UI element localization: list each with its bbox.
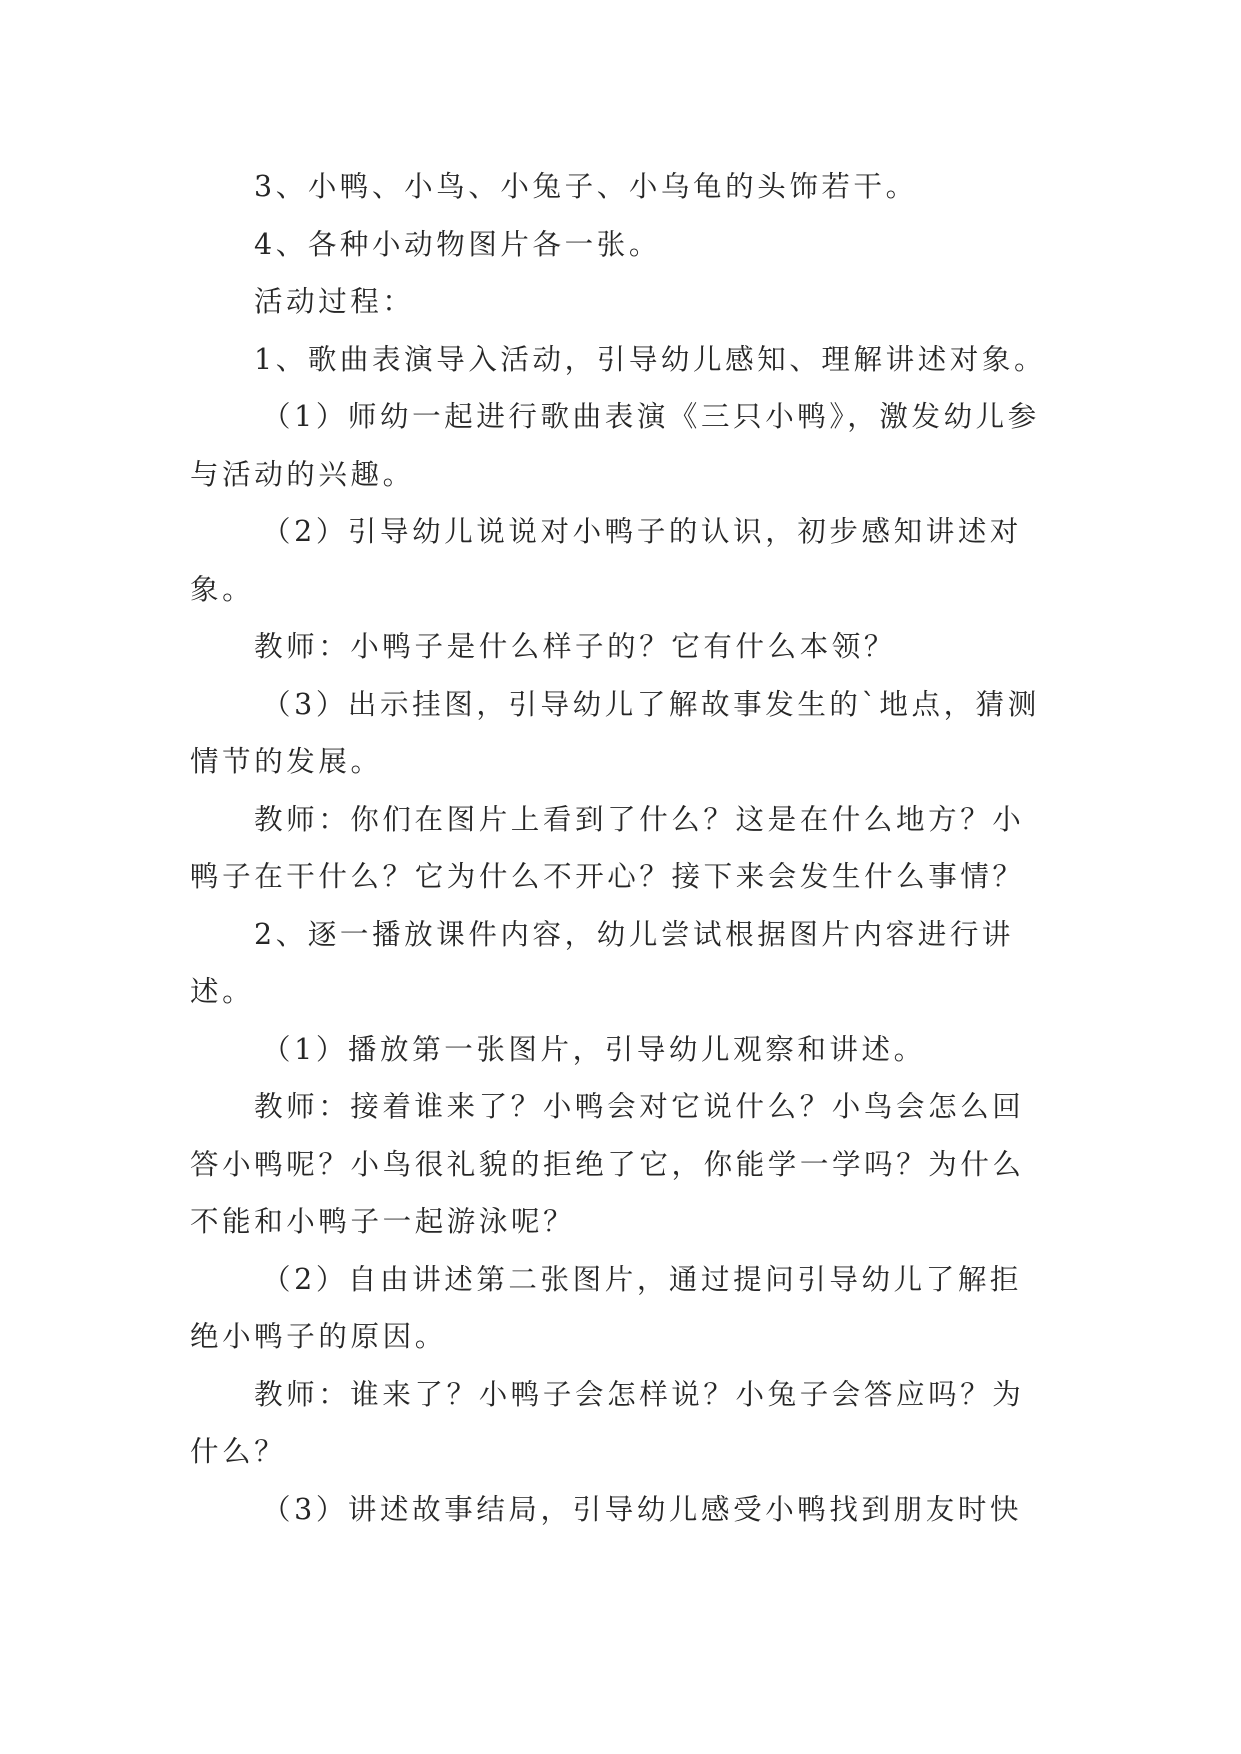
paragraph-line: 鸭子在干什么？它为什么不开心？接下来会发生什么事情？ [190, 860, 1025, 893]
paragraph-line: 1、歌曲表演导入活动，引导幼儿感知、理解讲述对象。 [254, 342, 1047, 376]
paragraph-line: 情节的发展。 [190, 745, 383, 778]
paragraph-line: （1）播放第一张图片，引导幼儿观察和讲述。 [262, 1032, 926, 1066]
paragraph-line: 述。 [190, 975, 255, 1008]
paragraph-line: 教师：你们在图片上看到了什么？这是在什么地方？小 [254, 802, 1025, 836]
paragraph-line: 教师：小鸭子是什么样子的？它有什么本领？ [254, 630, 897, 663]
paragraph-line: （2）自由讲述第二张图片，通过提问引导幼儿了解拒 [262, 1262, 1023, 1296]
paragraph-line: 绝小鸭子的原因。 [190, 1320, 447, 1353]
section-heading: 活动过程： [254, 285, 415, 318]
document-body [190, 158, 1060, 1538]
paragraph-line: 教师：谁来了？小鸭子会怎样说？小兔子会答应吗？为 [254, 1377, 1025, 1411]
paragraph-line: （3）出示挂图，引导幼儿了解故事发生的`地点，猜测 [262, 687, 1040, 721]
paragraph-line: 象。 [190, 572, 255, 606]
paragraph-line: （3）讲述故事结局，引导幼儿感受小鸭找到朋友时快 [262, 1492, 1023, 1526]
paragraph-line: 教师：接着谁来了？小鸭会对它说什么？小鸟会怎么回 [254, 1090, 1025, 1123]
paragraph-line: 不能和小鸭子一起游泳呢？ [190, 1205, 576, 1238]
paragraph-line: 与活动的兴趣。 [190, 457, 415, 491]
paragraph-line: 答小鸭呢？小鸟很礼貌的拒绝了它，你能学一学吗？为什么 [190, 1147, 1025, 1181]
paragraph-line: 4、各种小动物图片各一张。 [254, 227, 661, 261]
paragraph-line: 3、小鸭、小鸟、小兔子、小乌龟的头饰若干。 [254, 170, 918, 203]
paragraph-line: （1）师幼一起进行歌曲表演《三只小鸭》，激发幼儿参 [262, 400, 1040, 433]
paragraph-line: 什么？ [190, 1435, 287, 1468]
paragraph-line: （2）引导幼儿说说对小鸭子的认识，初步感知讲述对 [262, 515, 1023, 548]
paragraph-line: 2、逐一播放课件内容，幼儿尝试根据图片内容进行讲 [254, 917, 1015, 951]
